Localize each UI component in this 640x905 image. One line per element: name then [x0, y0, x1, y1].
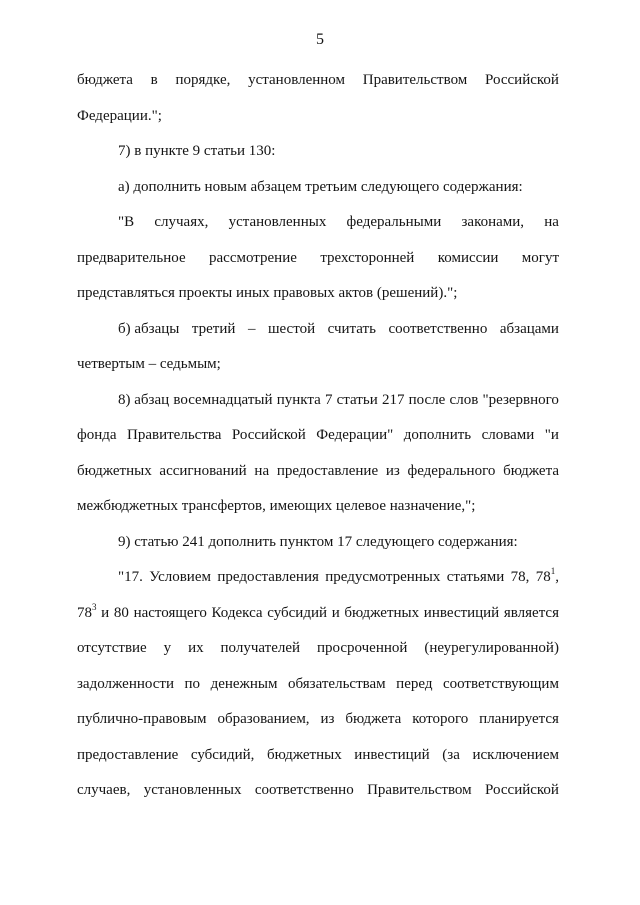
- text-line: [77, 780, 559, 816]
- word: образованием,: [217, 711, 310, 727]
- text-line: [77, 425, 559, 461]
- text-line: [77, 709, 559, 745]
- word: Российской: [485, 782, 559, 798]
- word: слов: [449, 391, 479, 408]
- word: ассигнований: [159, 462, 247, 479]
- word: бюджетных: [267, 746, 342, 763]
- line-text: 9) статью 241 дополнить пунктом 17 следующего содержания:: [118, 533, 518, 550]
- line-text: и 80 настоящего Кодекса субсидий и бюджетных инвестиций является: [96, 604, 559, 621]
- word: субсидий,: [190, 746, 255, 763]
- word: комиссии: [437, 249, 499, 266]
- text-line: [77, 461, 559, 497]
- word: отсутствие: [77, 640, 147, 656]
- text-line: [77, 567, 559, 603]
- superscript: 1: [550, 566, 556, 576]
- word: шестой: [267, 320, 316, 337]
- word: третий: [191, 320, 236, 337]
- word: их: [188, 640, 204, 656]
- word: в: [150, 72, 158, 88]
- text-line: [77, 141, 559, 177]
- word: абзацами: [499, 320, 559, 337]
- text-line: [77, 177, 559, 213]
- line-text: представляться проекты иных правовых актов (решений).";: [77, 285, 458, 301]
- word: бюджета: [345, 711, 402, 727]
- word: просроченной: [316, 640, 408, 656]
- text-line: [77, 496, 559, 532]
- text-line: [77, 354, 559, 390]
- word: бюджетных: [77, 462, 152, 479]
- text-line: [77, 319, 559, 355]
- text-line: [77, 638, 559, 674]
- word: после: [408, 391, 446, 408]
- word: на: [544, 214, 559, 230]
- text-line: [77, 212, 559, 248]
- word: случаев,: [77, 782, 131, 798]
- text-line: [77, 283, 559, 319]
- word: Российской: [485, 72, 559, 88]
- word: фонда: [77, 427, 117, 443]
- word: исключением: [472, 746, 559, 763]
- word: бюджета: [503, 462, 559, 479]
- text-line: [77, 532, 559, 568]
- word: "резервного: [482, 391, 559, 408]
- word: перед: [396, 675, 433, 692]
- word: Федерации": [316, 427, 394, 443]
- word: дополнить: [403, 427, 472, 443]
- word: соответствующим: [442, 675, 559, 692]
- word: рассмотрение: [209, 249, 297, 266]
- line-text: 7) в пункте 9 статьи 130:: [118, 143, 276, 159]
- word: словами: [481, 427, 535, 443]
- line-text: четвертым – седьмым;: [77, 356, 221, 372]
- word: планируется: [479, 711, 559, 727]
- word: инвестиций: [354, 746, 430, 763]
- word: денежным: [210, 675, 278, 692]
- line-text: 78: [77, 604, 92, 621]
- word: бюджета: [77, 72, 133, 88]
- word: предоставление: [77, 746, 179, 763]
- word: восемнадцатый: [173, 391, 273, 408]
- word: получателей: [220, 640, 301, 656]
- word: (за: [442, 746, 460, 763]
- word: установленных: [143, 782, 242, 798]
- word: у: [163, 640, 172, 656]
- word: "и: [544, 427, 559, 443]
- text-line: [77, 745, 559, 781]
- word: –: [247, 320, 256, 337]
- word: установленных: [228, 214, 327, 230]
- word: на: [254, 462, 270, 479]
- word: соответственно: [254, 782, 354, 798]
- word: законами,: [461, 214, 525, 230]
- word: Российской: [231, 427, 306, 443]
- line-text: межбюджетных трансфертов, имеющих целевое назначение,";: [77, 498, 476, 514]
- word: Правительством: [362, 72, 468, 88]
- text-line: [77, 248, 559, 284]
- word: федерального: [407, 462, 496, 479]
- word: 217: [381, 391, 405, 408]
- word: 7: [324, 391, 333, 408]
- word: предварительное: [77, 249, 186, 266]
- word: трехсторонней: [320, 249, 415, 266]
- word: федеральными: [346, 214, 442, 230]
- word: Правительства: [127, 427, 222, 443]
- word: статьи: [336, 391, 378, 408]
- document-body: [77, 70, 559, 816]
- line-text: ,: [555, 569, 559, 585]
- line-text: "17. Условием предоставления предусмотренных статьями 78, 78: [118, 569, 551, 585]
- word: предоставление: [276, 462, 379, 479]
- word: из: [385, 462, 400, 479]
- word: могут: [521, 249, 559, 266]
- word: пункта: [276, 391, 321, 408]
- word: которого: [412, 711, 469, 727]
- word: обязательствам: [288, 675, 386, 692]
- word: установленном: [248, 72, 345, 88]
- word: порядке,: [175, 72, 231, 88]
- text-line: [77, 674, 559, 710]
- word: Правительством: [367, 782, 472, 798]
- word: задолженности: [77, 675, 174, 692]
- line-text: а) дополнить новым абзацем третьим следующего содержания:: [118, 178, 523, 195]
- text-line: [77, 390, 559, 426]
- word: публично-правовым: [77, 711, 207, 727]
- text-line: [77, 106, 559, 142]
- word: из: [320, 711, 335, 727]
- word: случаях,: [154, 214, 209, 230]
- word: считать: [327, 320, 376, 337]
- line-text: Федерации.";: [77, 107, 162, 124]
- word: 8) абзац: [118, 391, 170, 408]
- word: соответственно: [388, 320, 488, 337]
- word: по: [184, 675, 201, 692]
- page-number: 5: [316, 31, 324, 48]
- superscript: 3: [92, 601, 97, 612]
- text-line: [77, 603, 559, 639]
- word: б) абзацы: [118, 320, 180, 337]
- word: (неурегулированной): [424, 640, 559, 656]
- word: "В: [118, 214, 135, 230]
- text-line: [77, 70, 559, 106]
